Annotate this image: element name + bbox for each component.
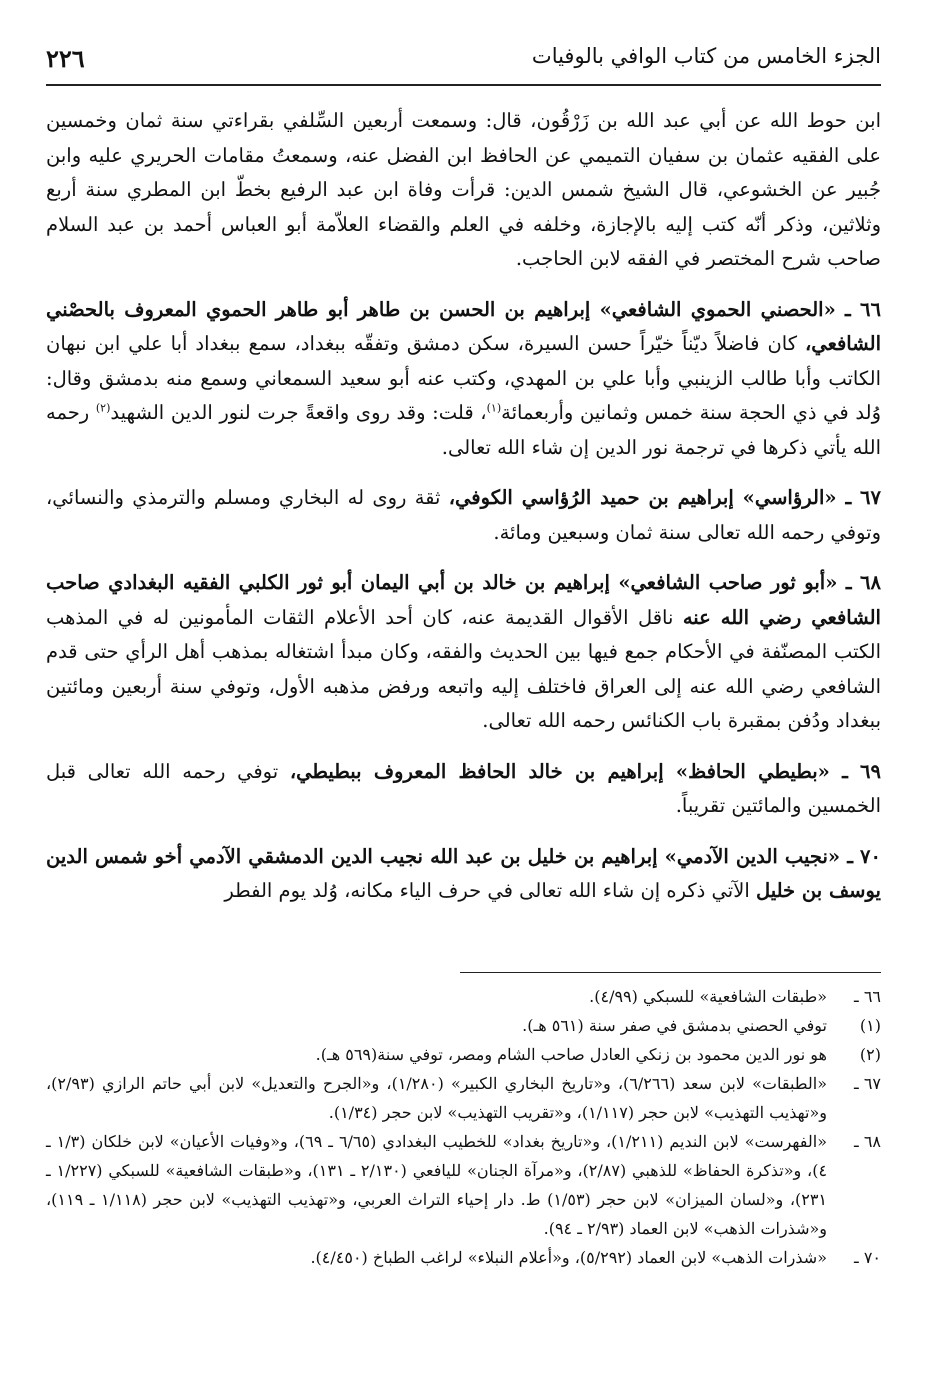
footnote-text: هو نور الدين محمود بن زنكي العادل صاحب الشام ومصر، توفي سنة(٥٦٩ هـ). xyxy=(315,1045,827,1064)
entry-69 xyxy=(46,755,881,824)
main-text xyxy=(46,104,881,925)
footnote-text: «طبقات الشافعية» للسبكي (٤/٩٩). xyxy=(589,987,827,1006)
entry-68-heading: ٦٨ ـ «أبو ثور صاحب الشافعي» إبراهيم بن خالد بن أبي اليمان أبو ثور الكلبي الفقيه البغدادي صاحب الشافعي رضي الله عنه xyxy=(46,571,881,629)
footnote-item xyxy=(46,982,881,1011)
entry-66-heading: ٦٦ ـ «الحصني الحموي الشافعي» إبراهيم بن الحسن بن طاهر أبو طاهر الحموي المعروف بالحصْني الشافعي، xyxy=(46,297,881,355)
entry-69-heading: ٦٩ ـ «بطيطي الحافظ» إبراهيم بن خالد الحافظ المعروف ببطيطي، xyxy=(289,759,881,783)
footnote-label: (١) xyxy=(859,1016,881,1035)
footnote-item xyxy=(46,1127,881,1243)
footnote-item xyxy=(46,1011,881,1040)
footnote-label: ٦٨ ـ xyxy=(854,1132,881,1151)
footnotes xyxy=(46,982,881,1272)
entry-67-heading: ٦٧ ـ «الرؤاسي» إبراهيم بن حميد الرُؤاسي الكوفي، xyxy=(448,486,881,509)
entry-70-heading: ٧٠ ـ «نجيب الدين الآدمي» إبراهيم بن خليل بن عبد الله نجيب الدين الدمشقي الآدمي أخو شمس الدين يوسف بن خليل xyxy=(46,844,881,902)
entry-66-text: كان فاضلاً ديّناً خيّراً حسن السيرة، سكن دمشق وتفقّه ببغداد، سمع ببغداد أبا علي ابن نبهان الكاتب وأبا طالب الزينبي وأبا علي بن المهدي، وكتب عنه أبو سعيد السمعاني وسمع منه بدمشق وقال: وُلد في ذي الحجة سنة خمس وثمانين وأربعمائة xyxy=(46,332,881,424)
footnote-item xyxy=(46,1069,881,1127)
footnote-text: «الطبقات» لابن سعد (٦/٢٦٦)، و«تاريخ البخاري الكبير» (١/٢٨٠)، و«الجرح والتعديل» لابن أبي حاتم الرازي (٢/٩٣)، و«تهذيب التهذيب» لابن حجر (١/١١٧)، و«تقريب التهذيب» لابن حجر (١/٣٤). xyxy=(46,1074,828,1122)
page-header xyxy=(46,40,881,86)
footnote-text: «الفهرست» لابن النديم (١/٢١١)، و«تاريخ بغداد» للخطيب البغدادي (٦/٦٥ ـ ٦٩)، و«وفيات الأعيان» لابن خلكان (١/٣ ـ ٤)، و«تذكرة الحفاظ» للذهبي (٢/٨٧)، و«مرآة الجنان» لليافعي (٢/١٣٠ ـ ١٣١)، و«طبقات الشافعية» للسبكي (١/٢٢٧ ـ ٢٣١)، و«لسان الميزان» لابن حجر (١/٥٣) ط. دار إحياء التراث العربي، و«تهذيب التهذيب» لابن حجر (١/١١٨ ـ ١١٩)، و«شذرات الذهب» لابن العماد (٢/٩٣ ـ ٩٤). xyxy=(46,1132,828,1238)
entry-70 xyxy=(46,840,881,909)
entry-67 xyxy=(46,481,881,550)
intro-paragraph: ابن حوط الله عن أبي عبد الله بن زَرْقُون، قال: وسمعت أربعين السِّلفي بقراءتي سنة ثمان وخمسين على الفقيه عثمان بن سفيان التميمي عن الحافظ ابن الفضل عنه، وسمعتُ مقامات الحريري عليه وابن جُبير عن الخشوعي، قال الشيخ شمس الدين: قرأت وفاة ابن عبد الرفيع بخطّ ابن المطري سنة أربع وثلاثين، وذكر أنّه كتب إليه بالإجازة، وخلفه في العلم والقضاء العلاّمة أبو العباس أحمد بن عبد السلام صاحب شرح المختصر في الفقه لابن الحاجب. xyxy=(46,109,881,270)
footnote-text: «شذرات الذهب» لابن العماد (٥/٢٩٢)، و«أعلام النبلاء» لراغب الطباخ (٤/٤٥٠). xyxy=(310,1248,827,1267)
entry-70-text: الآتي ذكره إن شاء الله تعالى في حرف الياء مكانه، وُلد يوم الفطر xyxy=(224,879,756,902)
running-title: الجزء الخامس من كتاب الوافي بالوفيات xyxy=(531,44,881,68)
footnote-text: توفي الحصني بدمشق في صفر سنة (٥٦١ هـ). xyxy=(522,1016,827,1035)
entry-66-text-3: رحمه الله يأتي ذكرها في ترجمة نور الدين إن شاء الله تعالى. xyxy=(46,401,881,459)
footnote-label: ٧٠ ـ xyxy=(854,1248,881,1267)
footnote-label: ٦٧ ـ xyxy=(854,1074,881,1093)
entry-68-text: ناقل الأقوال القديمة عنه، كان أحد الأعلام الثقات المأمونين له في المذهب الكتب المصنّفة في الأحكام جمع فيها بين الحديث والفقه، وكان مبدأ اشتغاله بمذهب أهل الرأي حتى قدم الشافعي رضي الله عنه إلى العراق فاختلف إليه واتبعه ورفض مذهبه الأول، وتوفي سنة أربعين ومائتين ببغداد ودُفن بمقبرة باب الكنائس رحمه الله تعالى. xyxy=(46,605,881,732)
footnote-item xyxy=(46,1040,881,1069)
footnote-label: ٦٦ ـ xyxy=(854,987,881,1006)
footnote-item xyxy=(46,1243,881,1272)
entry-67-text: ثقة روى له البخاري ومسلم والترمذي والنسائي، وتوفي رحمه الله تعالى سنة ثمان وسبعين ومائة. xyxy=(46,486,881,544)
entry-68 xyxy=(46,566,881,739)
footnote-divider xyxy=(460,972,881,973)
entry-66-text-2: ، قلت: وقد روى واقعةً جرت لنور الدين الشهيد xyxy=(110,401,487,424)
entry-66 xyxy=(46,293,881,466)
footnote-label: (٢) xyxy=(859,1045,881,1064)
footnote-ref-2[interactable]: (٢) xyxy=(95,401,111,415)
footnote-ref-1[interactable]: (١) xyxy=(486,401,502,415)
entry-69-text: توفي رحمه الله تعالى قبل الخمسين والمائتين تقريباً. xyxy=(46,759,881,817)
page-number: ٢٢٦ xyxy=(46,44,85,73)
